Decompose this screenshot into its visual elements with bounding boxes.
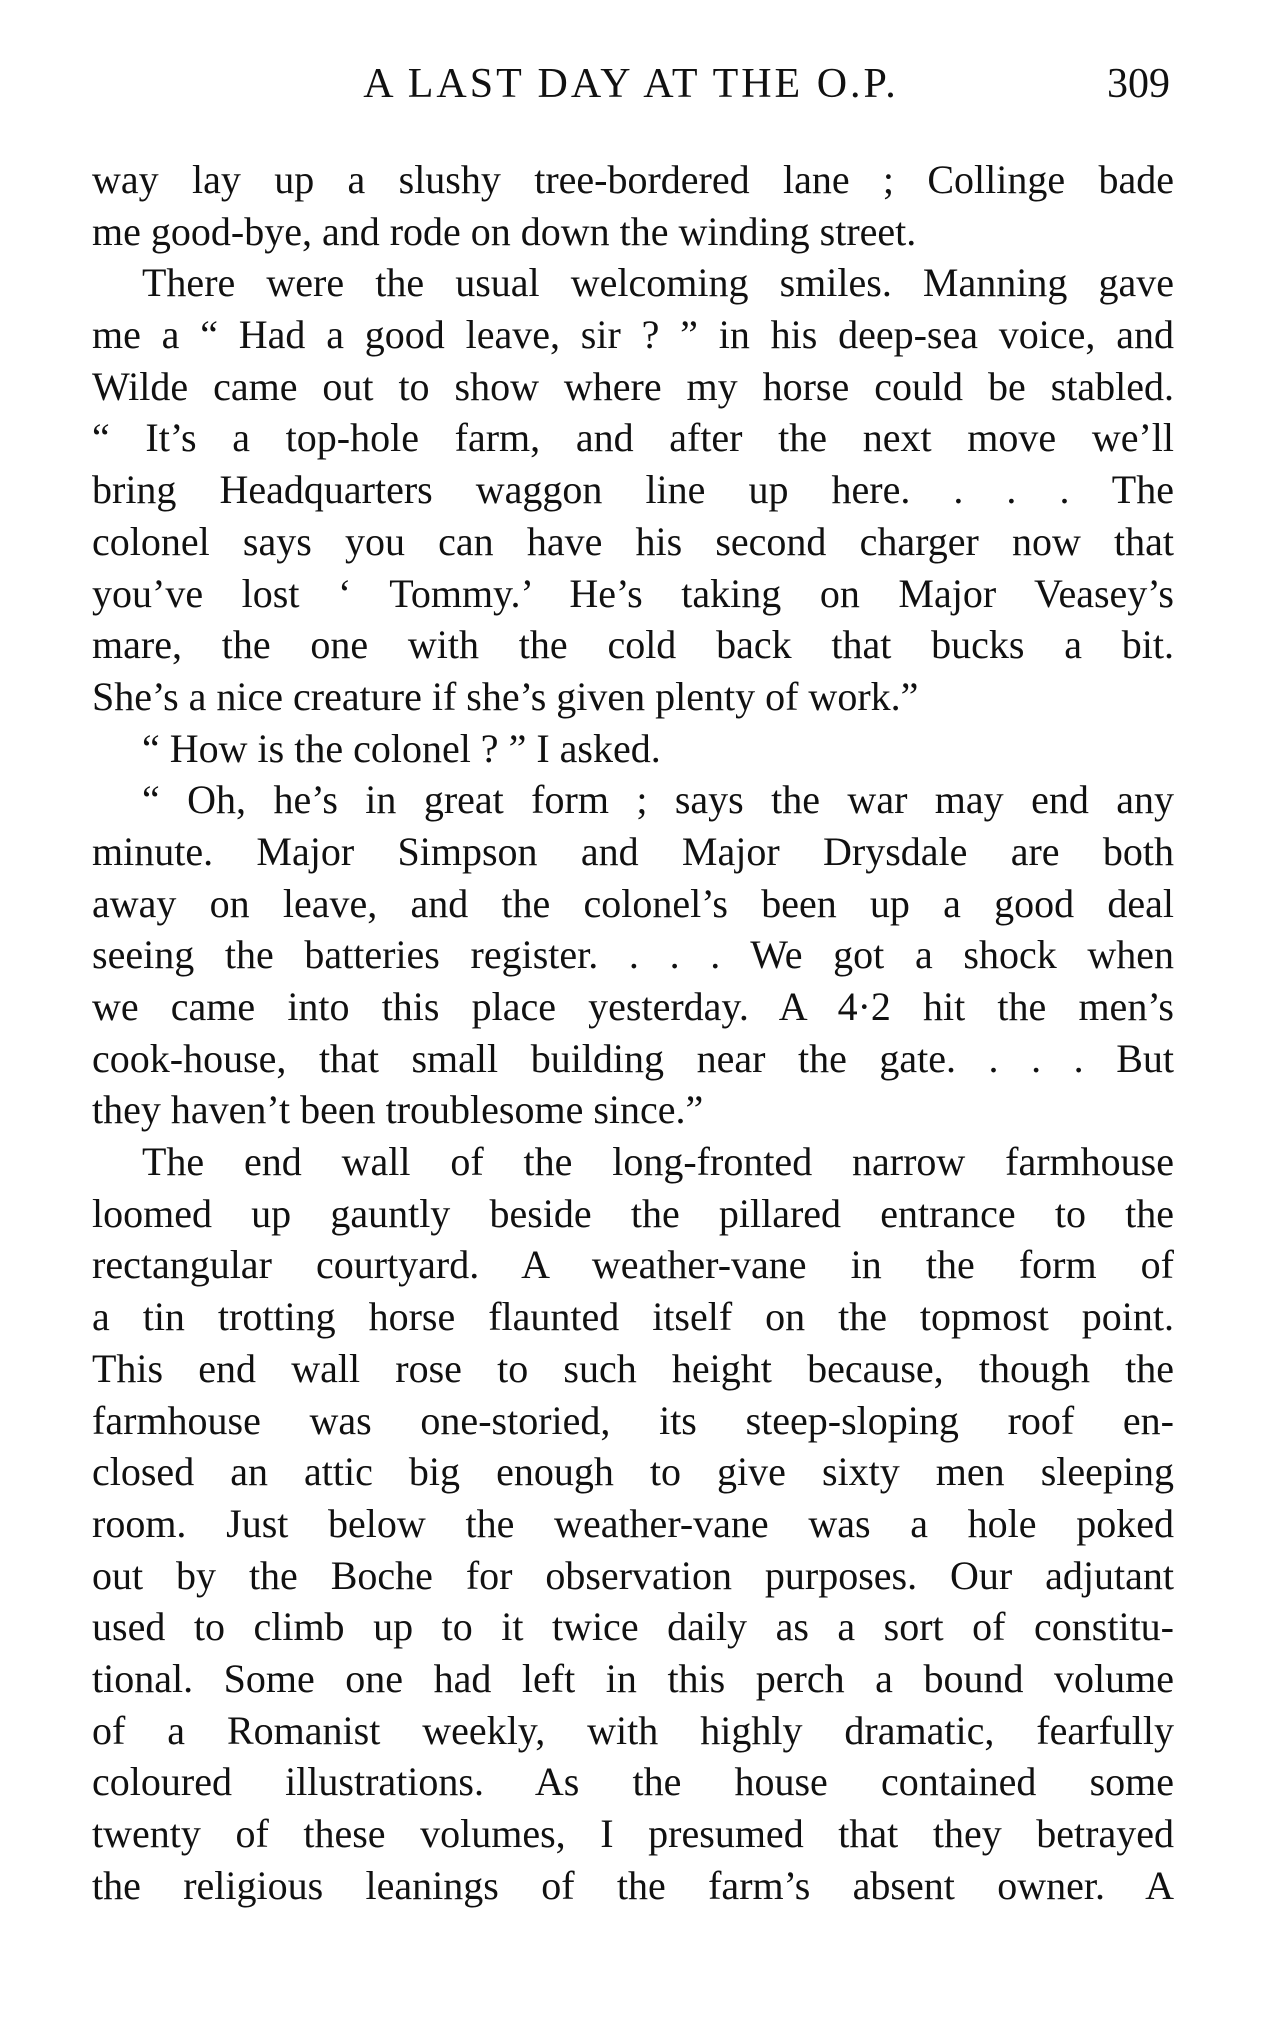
page-number: 309: [1107, 61, 1170, 107]
text-line: you’ve lost ‘ Tommy.’ He’s taking on Major Veasey’s: [92, 570, 1174, 616]
text-line: mare, the one with the cold back that bucks a bit.: [92, 622, 1174, 668]
text-line: seeing the batteries register. . . . We got a shock when: [92, 932, 1174, 978]
text-line: they haven’t been troublesome since.”: [92, 1087, 704, 1133]
text-line: we came into this place yesterday. A 4·2 hit the men’s: [92, 984, 1174, 1029]
text-line: “ Oh, he’s in great form ; says the war may end any: [142, 777, 1174, 823]
text-line: Wilde came out to show where my horse could be stabled.: [92, 363, 1174, 409]
text-line: This end wall rose to such height because, though the: [92, 1345, 1174, 1391]
text-line: rectangular courtyard. A weather-vane in the form of: [92, 1242, 1174, 1288]
running-title: A LAST DAY AT THE O.P.: [363, 61, 899, 107]
text-line: “ How is the colonel ? ” I asked.: [142, 725, 661, 771]
text-line: closed an attic big enough to give sixty men sleeping: [92, 1449, 1174, 1495]
text-line: bring Headquarters waggon line up here. . . . The: [92, 467, 1174, 513]
text-line: She’s a nice creature if she’s given plenty of work.”: [92, 673, 919, 719]
text-line: minute. Major Simpson and Major Drysdale are both: [92, 828, 1174, 874]
text-line: twenty of these volumes, I presumed that they betrayed: [92, 1811, 1174, 1856]
text-line: colonel says you can have his second charger now that: [92, 518, 1174, 564]
text-line: me good-bye, and rode on down the winding street.: [92, 208, 917, 254]
text-line: There were the usual welcoming smiles. Manning gave: [142, 260, 1174, 306]
text-line: room. Just below the weather-vane was a hole poked: [92, 1500, 1174, 1546]
text-line: cook-house, that small building near the gate. . . . But: [92, 1035, 1174, 1081]
text-line: loomed up gauntly beside the pillared entrance to the: [92, 1190, 1174, 1236]
text-line: farmhouse was one-storied, its steep-sloping roof en-: [92, 1397, 1174, 1443]
text-line: of a Romanist weekly, with highly dramatic, fearfully: [92, 1707, 1174, 1753]
text-line: tional. Some one had left in this perch a bound volume: [92, 1655, 1174, 1701]
text-line: way lay up a slushy tree-bordered lane ; Collinge bade: [92, 157, 1174, 202]
text-line: The end wall of the long-fronted narrow farmhouse: [142, 1139, 1174, 1185]
running-head: [92, 56, 1170, 112]
text-line: used to climb up to it twice daily as a sort of constitu-: [92, 1604, 1174, 1650]
text-line: away on leave, and the colonel’s been up a good deal: [92, 880, 1174, 926]
text-line: me a “ Had a good leave, sir ? ” in his deep-sea voice, and: [92, 312, 1174, 358]
body-text: [92, 154, 1174, 1911]
text-line: “ It’s a top-hole farm, and after the next move we’ll: [92, 415, 1174, 461]
text-line: the religious leanings of the farm’s absent owner. A: [92, 1862, 1174, 1908]
text-line: out by the Boche for observation purposes. Our adjutant: [92, 1552, 1174, 1598]
text-line: coloured illustrations. As the house contained some: [92, 1759, 1174, 1805]
text-line: a tin trotting horse flaunted itself on the topmost point.: [92, 1294, 1174, 1340]
